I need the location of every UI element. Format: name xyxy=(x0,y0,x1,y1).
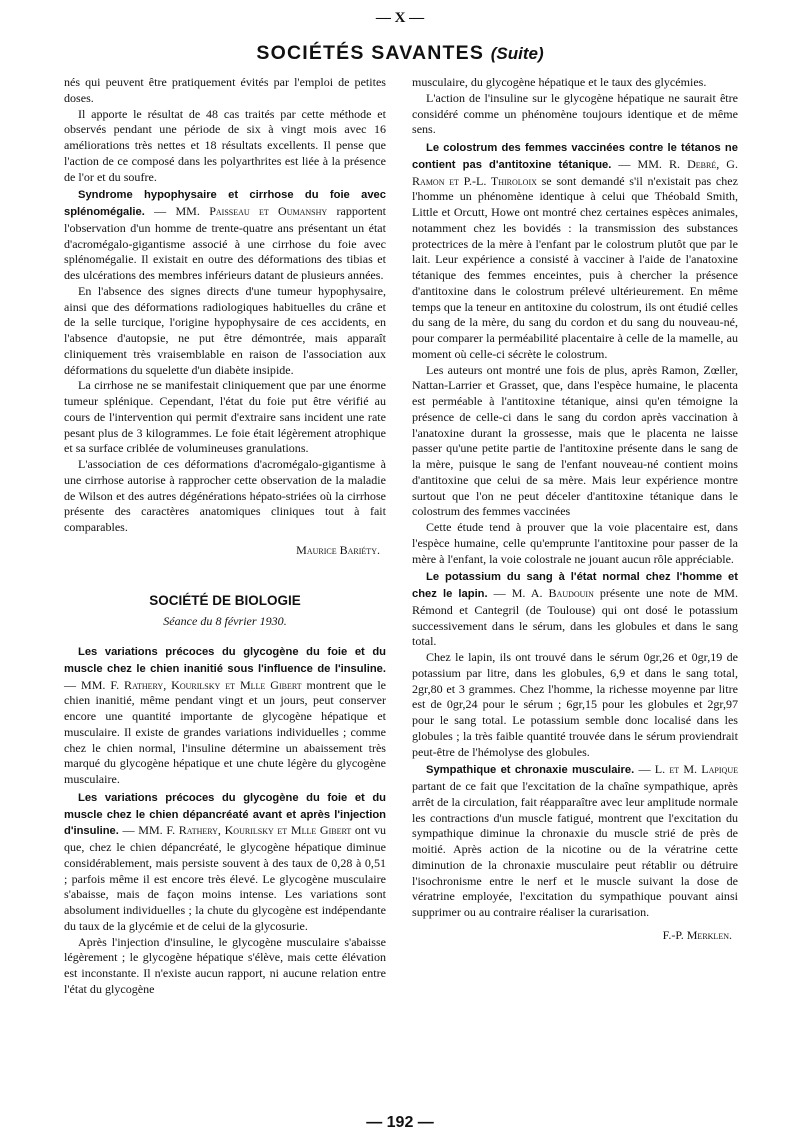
society-title: SOCIÉTÉ DE BIOLOGIE xyxy=(149,592,301,608)
paragraph: L'action de l'insuline sur le glycogène hépatique ne saurait être considéré comme un phénomène toujours identique et de même sens. xyxy=(412,90,738,137)
section-authors: — MM. F. Rathery, Kourilsky et Mlle Gibert xyxy=(122,823,352,838)
section-title: Le potassium du sang à l'état normal chez l'homme et chez le lapin. xyxy=(412,571,738,600)
section-title: Le colostrum des femmes vaccinées contre le tétanos ne contient pas d'antitoxine tétanique. xyxy=(412,142,738,171)
section-glycogene-depancreate xyxy=(64,790,386,935)
paragraph: Cette étude tend à prouver que la voie placentaire est, dans l'espèce humaine, celle qu'emprunte l'antitoxine pour passer de la mère à l'enfant, la voie colostrale ne jouant aucun rôle appréciable. xyxy=(412,520,738,566)
section-text: partant de ce fait que l'excitation de la chaîne sympathique, après arrêt de la circulation, fait réapparaître avec leur amplitude normale les contractions d'un muscle fatigué, montrent que l'excitation du sympathique diminue la chronaxie du muscle strié de près de moitié. Après action de la nicotine ou de la vératrine cette diminution de la chronaxie musculaire peut rétablir ou détruire l'isochronisme entre le nerf et le muscle suivant la dose de vératrine employée, l'excitation du sympathique pouvant ainsi supprimer ou au contraire réaliser la curarisation. xyxy=(412,779,738,919)
paragraph: Chez le lapin, ils ont trouvé dans le sérum 0gr,26 et 0gr,19 de potassium par litre, dans les globules, 6,9 et dans le sang total, 2gr,80 et 3 grammes. Chez l'homme, la richesse moyenne par litre est de 0gr,24 pour le sérum ; 6gr,15 pour les globules et 2gr,97 pour le sang total. Le potassium semble donc localisé dans les globules ; la très faible quantité trouvée dans le sérum proviendrait peut-être de l'hémolyse des globules. xyxy=(412,650,738,759)
paragraph: La cirrhose ne se manifestait cliniquement que par une énorme tumeur splénique. Cependant, l'état du foie put être vérifié au cours de l'intervention qui permit d'extraire sans incident une rate pesant plus de 3 kilogrammes. Le foie était légèrement atrophique et sa surface criblée de volumineuses granulations. xyxy=(64,378,386,456)
section-text: ont vu que, chez le chien dépancréaté, le glycogène hépatique diminue considérablement, mais persiste souvent à des taux de 0,28 à 0,51 ; parfois même il est encore très élevé. Le glycogène musculaire s'abaisse, mais de façon moins intense. Les variations sont absolument individuelles ; la chute du glycogène est indépendante du taux de la glycémie et de celui de la glycosurie. xyxy=(64,823,387,933)
running-title xyxy=(0,42,800,65)
signature: Maurice Bariéty. xyxy=(296,542,380,557)
paragraph: L'association de ces déformations d'acromégalo-gigantisme à une cirrhose autorise à rapprocher cette observation de la maladie de Wilson et des autres dégénérations hépato-striées où la cirrhose présente des caractères anatomiques cliniques tout à fait comparables. xyxy=(64,457,386,534)
section-authors: — MM. Paisseau et Oumanshy xyxy=(154,204,328,218)
section-authors: — MM. F. Rathery, Kourilsky et Mlle Gibert xyxy=(64,677,302,692)
section-title: Syndrome hypophysaire et cirrhose du foie avec splénomégalie. xyxy=(64,189,386,218)
left-column xyxy=(64,75,386,998)
section-authors: — L. et M. Lapique xyxy=(638,762,738,777)
paragraph: nés qui peuvent être pratiquement évités par l'emploi de petites doses. xyxy=(64,75,386,105)
page-number: — 192 — xyxy=(366,1114,434,1131)
section-authors: — MM. R. Debré, G. Ramon et P.-L. Thiroloix xyxy=(412,156,738,188)
paragraph: musculaire, du glycogène hépatique et le taux des glycémies. xyxy=(412,75,707,89)
section-title: Les variations précoces du glycogène du foie et du muscle chez le chien inanitié sous l'influence de l'insuline. xyxy=(64,646,386,675)
section-authors: — M. A. Baudouin xyxy=(493,586,594,600)
right-column xyxy=(412,75,738,944)
section-text: rapportent l'observation d'un homme de trente-quatre ans présentant un état d'acromégalo-gigantisme associé à une cirrhose du foie avec splénomégalie. Il existait en outre des déformations des tibias et des ulcérations des membres inférieurs datant de plusieurs années. xyxy=(64,204,386,282)
section-glycogene-inanitie xyxy=(64,644,386,788)
page-marker: — X — xyxy=(375,10,425,26)
section-potassium xyxy=(412,569,738,650)
signature: F.-P. Merklen. xyxy=(662,927,732,942)
running-title-main: SOCIÉTÉS SAVANTES xyxy=(256,42,485,64)
paragraph: Il apporte le résultat de 48 cas traités par cette méthode et observés pendant une période de six à vingt mois avec 16 améliorations très nettes et 18 résultats excellents. Il pense que l'action de ce composé dans les polyarthrites est liée à la présence de l'or et du soufre. xyxy=(64,106,386,184)
paragraph: Les auteurs ont montré une fois de plus, après Ramon, Zœller, Nattan-Larrier et Grasset, que, dans l'espèce humaine, le placenta est perméable à l'antitoxine tétanique, ainsi qu'en témoigne la présence de celle-ci dans le sang du cordon après vaccination à l'anatoxine durant la grossesse, mais que le placenta ne laisse passer qu'une petite partie de l'antitoxine présente dans le sang de la mère, puisque le sang de l'enfant nouveau-né contient moins d'antitoxine que celui de sa mère. Mais leur expérience montre surtout que l'on ne peut déceler d'antitoxine tétanique dans le colostrum des femmes vaccinées xyxy=(412,362,738,519)
running-title-suffix: (Suite) xyxy=(490,44,544,63)
section-sympathique xyxy=(412,762,738,921)
section-syndrome-hypophysaire xyxy=(64,187,386,284)
section-title: Sympathique et chronaxie musculaire. xyxy=(426,764,635,777)
section-text: présente une note de MM. Rémond et Cantegril (de Toulouse) qui ont dosé le potassium successivement dans le sérum, dans les globules et dans le sang total. xyxy=(412,586,739,649)
section-colostrum xyxy=(412,140,738,363)
section-title: Les variations précoces du glycogène du foie et du muscle chez le chien dépancréaté avant et après l'injection d'insuline. xyxy=(64,791,386,838)
section-text: se sont demandé s'il n'existait pas chez l'homme un phénomène identique à celui que Théobald Smith, Little et Orcutt, Howe ont montré chez certaines espèces animales, notamment chez les bovidés : la transmission des substances protectrices de la mère à l'enfant par le colostrum plutôt que par le lait. Leur expérience a consisté à vacciner à l'aide de l'anatoxine tétanique des femmes enceintes, puis à chercher la présence d'antitoxine dans le colostrum prélevé ultérieurement. En même temps que la teneur en antitoxine du colostrum, ils ont étudié celles du sang de la mère, du sang du cordon et du sang du nouveau-né, pour comparer la perméabilité placentaire à celle de la mamelle, au moment où celle-ci sécrète le colostrum. xyxy=(412,173,738,361)
section-text: montrent que le chien inanitié, même pendant vingt et un jours, peut conserver encore une quantité importante de glycogène hépatique et musculaire. Il existe de grandes variations individuelles ; comme chez le chien normal, l'insuline détermine un abaissement très marqué du glycogène hépatique et une chute légère du glycogène musculaire. xyxy=(64,677,387,786)
paragraph: Après l'injection d'insuline, le glycogène musculaire s'abaisse légèrement ; le glycogène hépatique s'élève, mais cette élévation est inconstante. Il n'existe aucun rapport, ni aucune relation entre l'état du glycogène xyxy=(64,934,386,996)
paragraph: En l'absence des signes directs d'une tumeur hypophysaire, ainsi que des déformations radiologiques habituelles du crâne et de la selle turcique, l'origine hypophysaire de ces accidents, en l'absence d'autopsie, ne put être démontrée, mais apparaît cliniquement très vraisemblable en raison de l'association aux déformations du squelette d'un diabète insipide. xyxy=(64,283,386,377)
session-date: Séance du 8 février 1930. xyxy=(163,614,287,629)
